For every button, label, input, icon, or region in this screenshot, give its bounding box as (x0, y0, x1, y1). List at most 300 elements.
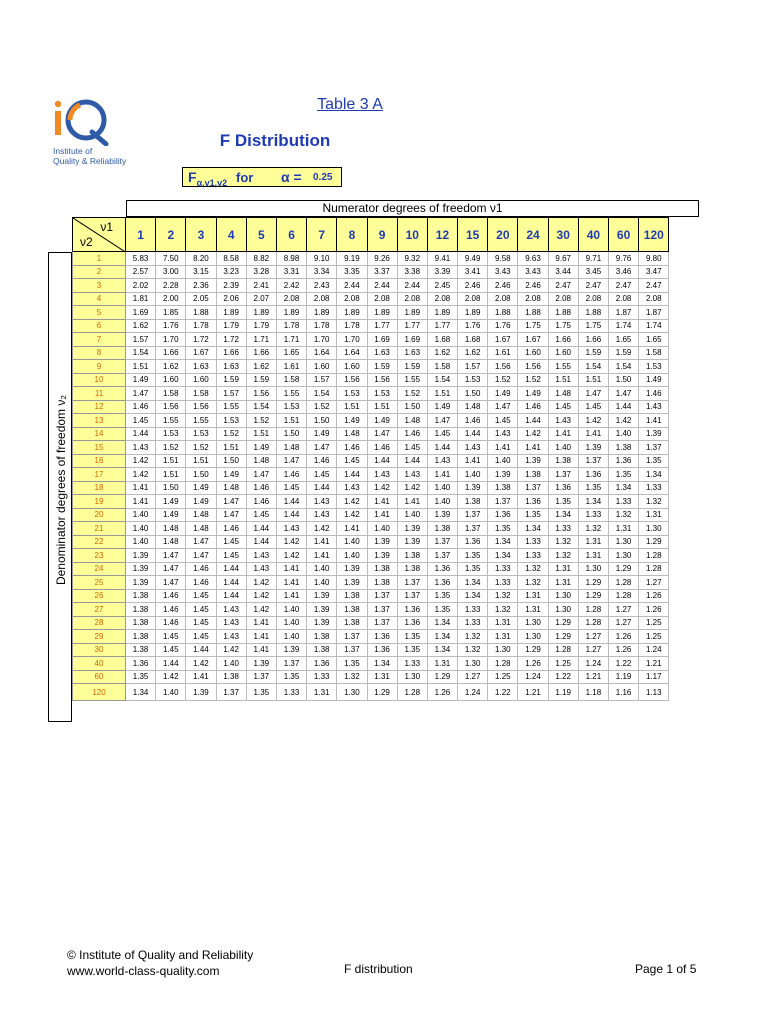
table-cell: 1.44 (609, 401, 639, 415)
table-cell: 1.35 (428, 603, 458, 617)
table-cell: 1.58 (156, 387, 186, 401)
table-cell: 1.36 (609, 455, 639, 469)
table-cell: 1.53 (639, 360, 669, 374)
table-cell: 1.42 (217, 644, 247, 658)
table-cell: 1.36 (428, 576, 458, 590)
table-cell: 1.35 (488, 522, 518, 536)
table-cell: 1.31 (368, 671, 398, 685)
table-cell: 8.98 (277, 252, 307, 266)
v2-row-label: 14 (72, 428, 126, 442)
table-cell: 1.53 (337, 387, 367, 401)
table-row (72, 576, 669, 590)
table-cell: 1.49 (488, 387, 518, 401)
table-cell: 1.41 (368, 495, 398, 509)
table-cell: 1.27 (579, 644, 609, 658)
table-cell: 1.79 (217, 320, 247, 334)
table-cell: 1.41 (579, 428, 609, 442)
table-cell: 1.68 (458, 333, 488, 347)
table-cell: 1.48 (186, 522, 216, 536)
table-cell: 1.43 (307, 495, 337, 509)
table-cell: 1.27 (579, 630, 609, 644)
table-cell: 1.41 (337, 522, 367, 536)
v2-row-label: 8 (72, 347, 126, 361)
table-cell: 3.45 (579, 266, 609, 280)
v1-header-cell: 15 (458, 217, 488, 252)
table-cell: 1.30 (639, 522, 669, 536)
table-row (72, 671, 669, 685)
table-cell: 3.31 (277, 266, 307, 280)
table-cell: 1.41 (518, 441, 548, 455)
table-cell: 1.39 (126, 563, 156, 577)
table-cell: 1.37 (398, 576, 428, 590)
table-cell: 1.33 (488, 576, 518, 590)
denominator-label: Denominator degrees of freedom ν₂ (54, 394, 68, 586)
table-cell: 1.52 (307, 401, 337, 415)
v2-row-label: 20 (72, 509, 126, 523)
table-cell: 1.54 (247, 401, 277, 415)
table-cell: 1.56 (247, 387, 277, 401)
table-cell: 1.89 (217, 306, 247, 320)
table-cell: 1.45 (186, 603, 216, 617)
table-cell: 1.48 (247, 455, 277, 469)
table-cell: 1.39 (337, 576, 367, 590)
table-cell: 1.38 (398, 563, 428, 577)
table-cell: 1.42 (156, 671, 186, 685)
table-cell: 9.32 (398, 252, 428, 266)
table-cell: 1.28 (609, 576, 639, 590)
table-row (72, 536, 669, 550)
table-cell: 1.35 (277, 671, 307, 685)
table-cell: 1.54 (579, 360, 609, 374)
table-cell: 1.32 (518, 576, 548, 590)
table-cell: 1.32 (488, 590, 518, 604)
table-row (72, 644, 669, 658)
table-cell: 1.25 (549, 657, 579, 671)
distribution-title: F Distribution (219, 131, 331, 150)
table-cell: 1.40 (609, 428, 639, 442)
logo-line-2: Quality & Reliability (53, 156, 127, 166)
table-cell: 1.64 (307, 347, 337, 361)
table-cell: 1.45 (186, 590, 216, 604)
table-cell: 1.39 (428, 509, 458, 523)
table-cell: 1.28 (579, 617, 609, 631)
table-cell: 1.27 (609, 603, 639, 617)
table-cell: 1.36 (307, 657, 337, 671)
table-cell: 1.42 (247, 576, 277, 590)
table-cell: 1.42 (186, 657, 216, 671)
table-cell: 1.87 (609, 306, 639, 320)
corner-v2-label: ν2 (80, 235, 93, 249)
footer-left (67, 947, 253, 979)
table-cell: 1.52 (247, 414, 277, 428)
table-cell: 1.55 (398, 374, 428, 388)
table-cell: 1.48 (156, 536, 186, 550)
table-cell: 1.30 (579, 563, 609, 577)
table-cell: 1.43 (126, 441, 156, 455)
table-cell: 1.45 (247, 509, 277, 523)
table-cell: 1.45 (579, 401, 609, 415)
table-cell: 1.57 (307, 374, 337, 388)
v1-header-cell: 8 (337, 217, 367, 252)
v2-row-label: 10 (72, 374, 126, 388)
table-cell: 1.38 (126, 590, 156, 604)
table-cell: 1.42 (307, 522, 337, 536)
v1-header-cell: 6 (277, 217, 307, 252)
table-cell: 2.46 (488, 279, 518, 293)
table-cell: 1.39 (186, 684, 216, 701)
table-cell: 2.42 (277, 279, 307, 293)
table-cell: 1.49 (186, 482, 216, 496)
table-cell: 1.45 (549, 401, 579, 415)
table-cell: 1.52 (186, 441, 216, 455)
table-cell: 1.49 (307, 428, 337, 442)
table-cell: 1.56 (186, 401, 216, 415)
table-cell: 2.08 (458, 293, 488, 307)
table-cell: 1.31 (609, 522, 639, 536)
table-cell: 3.28 (247, 266, 277, 280)
table-cell: 1.30 (609, 549, 639, 563)
table-row (72, 360, 669, 374)
table-cell: 1.38 (126, 630, 156, 644)
table-cell: 1.58 (186, 387, 216, 401)
logo-text (53, 146, 126, 166)
table-cell: 1.49 (337, 414, 367, 428)
table-cell: 1.69 (398, 333, 428, 347)
table-cell: 2.46 (458, 279, 488, 293)
table-cell: 1.42 (277, 549, 307, 563)
v1-header-cell: 7 (307, 217, 337, 252)
table-cell: 1.44 (247, 536, 277, 550)
table-cell: 1.46 (186, 576, 216, 590)
table-cell: 1.43 (217, 630, 247, 644)
v1-header-cell: 40 (579, 217, 609, 252)
table-cell: 1.57 (458, 360, 488, 374)
table-cell: 1.44 (186, 644, 216, 658)
table-cell: 1.59 (609, 347, 639, 361)
table-cell: 9.71 (579, 252, 609, 266)
table-row (72, 387, 669, 401)
v1-header-cell: 4 (217, 217, 247, 252)
table-cell: 1.48 (398, 414, 428, 428)
table-cell: 1.32 (337, 671, 367, 685)
table-cell: 1.89 (458, 306, 488, 320)
table-cell: 1.51 (186, 455, 216, 469)
v2-row-label: 9 (72, 360, 126, 374)
table-cell: 2.47 (639, 279, 669, 293)
table-cell: 1.33 (277, 684, 307, 701)
table-cell: 1.41 (277, 590, 307, 604)
table-cell: 1.37 (428, 536, 458, 550)
table-cell: 1.34 (126, 684, 156, 701)
table-cell: 1.40 (156, 684, 186, 701)
table-cell: 1.36 (458, 536, 488, 550)
table-cell: 1.40 (277, 617, 307, 631)
table-cell: 1.49 (639, 374, 669, 388)
table-cell: 1.41 (126, 495, 156, 509)
table-row (72, 306, 669, 320)
table-cell: 9.19 (337, 252, 367, 266)
table-cell: 1.31 (518, 603, 548, 617)
table-cell: 1.59 (217, 374, 247, 388)
v2-row-label: 18 (72, 482, 126, 496)
table-cell: 1.50 (609, 374, 639, 388)
table-cell: 1.44 (217, 590, 247, 604)
table-cell: 1.31 (549, 576, 579, 590)
table-cell: 1.50 (217, 455, 247, 469)
table-row (72, 522, 669, 536)
table-cell: 1.32 (579, 522, 609, 536)
table-cell: 1.34 (428, 617, 458, 631)
table-cell: 2.08 (398, 293, 428, 307)
table-row (72, 414, 669, 428)
table-cell: 1.43 (398, 468, 428, 482)
table-cell: 1.59 (368, 360, 398, 374)
table-cell: 1.42 (609, 414, 639, 428)
table-cell: 2.57 (126, 266, 156, 280)
table-row (72, 590, 669, 604)
table-cell: 1.49 (368, 414, 398, 428)
table-cell: 1.48 (156, 522, 186, 536)
table-cell: 1.43 (217, 603, 247, 617)
table-cell: 1.57 (126, 333, 156, 347)
table-cell: 1.37 (337, 644, 367, 658)
table-cell: 1.56 (368, 374, 398, 388)
table-row (72, 468, 669, 482)
table-cell: 1.63 (217, 360, 247, 374)
table-row (72, 549, 669, 563)
table-cell: 1.40 (549, 441, 579, 455)
table-cell: 1.51 (247, 428, 277, 442)
table-cell: 1.78 (307, 320, 337, 334)
table-cell: 1.60 (186, 374, 216, 388)
table-cell: 1.59 (247, 374, 277, 388)
table-cell: 1.53 (156, 428, 186, 442)
table-cell: 2.28 (156, 279, 186, 293)
table-cell: 1.37 (368, 603, 398, 617)
for-label: for (236, 170, 254, 185)
table-row (72, 347, 669, 361)
table-cell: 1.33 (518, 549, 548, 563)
table-cell: 1.52 (156, 441, 186, 455)
table-cell: 1.46 (156, 590, 186, 604)
table-cell: 1.32 (458, 630, 488, 644)
table-cell: 1.25 (639, 630, 669, 644)
v2-row-label: 25 (72, 576, 126, 590)
table-cell: 1.38 (609, 441, 639, 455)
numerator-header: Numerator degrees of freedom ν1 (126, 200, 699, 217)
table-cell: 1.65 (277, 347, 307, 361)
table-cell: 1.34 (488, 549, 518, 563)
table-cell: 1.32 (458, 644, 488, 658)
table-cell: 1.37 (488, 495, 518, 509)
table-cell: 1.52 (398, 387, 428, 401)
table-cell: 2.00 (156, 293, 186, 307)
table-cell: 1.47 (156, 576, 186, 590)
table-cell: 5.83 (126, 252, 156, 266)
table-cell: 1.33 (518, 536, 548, 550)
table-cell: 1.42 (337, 495, 367, 509)
table-row (72, 509, 669, 523)
table-cell: 9.63 (518, 252, 548, 266)
table-cell: 1.49 (518, 387, 548, 401)
table-cell: 1.32 (488, 603, 518, 617)
v1-header-cell: 9 (368, 217, 398, 252)
table-cell: 1.88 (579, 306, 609, 320)
table-cell: 1.59 (579, 347, 609, 361)
table-cell: 1.46 (156, 617, 186, 631)
table-cell: 1.38 (428, 522, 458, 536)
table-row (72, 428, 669, 442)
table-cell: 1.51 (277, 414, 307, 428)
table-cell: 1.50 (307, 414, 337, 428)
table-cell: 1.38 (368, 563, 398, 577)
table-cell: 1.40 (488, 455, 518, 469)
table-cell: 1.60 (337, 360, 367, 374)
table-cell: 1.41 (398, 495, 428, 509)
table-cell: 1.47 (609, 387, 639, 401)
table-cell: 1.47 (579, 387, 609, 401)
table-cell: 1.47 (428, 414, 458, 428)
v1-header-cell: 120 (639, 217, 669, 252)
table-cell: 1.47 (368, 428, 398, 442)
table-cell: 1.50 (398, 401, 428, 415)
table-cell: 1.48 (186, 509, 216, 523)
f-parameter-box (182, 167, 342, 187)
table-cell: 1.42 (368, 482, 398, 496)
table-cell: 1.40 (337, 536, 367, 550)
table-cell: 1.30 (609, 536, 639, 550)
table-cell: 2.36 (186, 279, 216, 293)
table-cell: 1.41 (488, 441, 518, 455)
table-cell: 1.42 (126, 455, 156, 469)
table-cell: 1.39 (398, 536, 428, 550)
table-cell: 1.44 (247, 522, 277, 536)
table-cell: 1.57 (217, 387, 247, 401)
table-cell: 3.46 (609, 266, 639, 280)
table-cell: 1.42 (277, 536, 307, 550)
table-cell: 1.44 (368, 455, 398, 469)
table-cell: 2.08 (518, 293, 548, 307)
table-cell: 1.38 (126, 603, 156, 617)
table-cell: 1.36 (398, 603, 428, 617)
table-cell: 1.37 (549, 468, 579, 482)
table-cell: 1.19 (609, 671, 639, 685)
table-cell: 1.46 (398, 428, 428, 442)
table-cell: 1.39 (126, 576, 156, 590)
table-cell: 9.26 (368, 252, 398, 266)
table-cell: 1.34 (609, 482, 639, 496)
table-cell: 2.47 (609, 279, 639, 293)
table-cell: 1.55 (217, 401, 247, 415)
table-cell: 1.38 (307, 630, 337, 644)
table-cell: 1.36 (126, 657, 156, 671)
table-cell: 1.36 (579, 468, 609, 482)
table-cell: 1.42 (337, 509, 367, 523)
v2-row-label: 17 (72, 468, 126, 482)
table-cell: 1.62 (156, 360, 186, 374)
table-cell: 1.65 (609, 333, 639, 347)
corner-cell (72, 217, 126, 252)
table-cell: 1.44 (458, 428, 488, 442)
table-cell: 1.42 (579, 414, 609, 428)
table-cell: 1.66 (217, 347, 247, 361)
alpha-value: 0.25 (313, 172, 333, 183)
table-cell: 1.56 (488, 360, 518, 374)
table-cell: 1.63 (368, 347, 398, 361)
table-cell: 1.88 (549, 306, 579, 320)
table-cell: 1.50 (156, 482, 186, 496)
table-cell: 1.38 (217, 671, 247, 685)
table-cell: 1.78 (186, 320, 216, 334)
table-row (72, 482, 669, 496)
table-cell: 1.39 (307, 617, 337, 631)
table-cell: 1.24 (518, 671, 548, 685)
table-cell: 1.72 (186, 333, 216, 347)
table-cell: 1.30 (518, 630, 548, 644)
table-cell: 1.37 (217, 684, 247, 701)
table-cell: 3.47 (639, 266, 669, 280)
table-cell: 1.54 (307, 387, 337, 401)
table-cell: 1.66 (579, 333, 609, 347)
table-cell: 3.34 (307, 266, 337, 280)
table-cell: 1.88 (488, 306, 518, 320)
table-cell: 1.33 (458, 617, 488, 631)
table-cell: 2.47 (549, 279, 579, 293)
table-cell: 1.36 (398, 617, 428, 631)
table-cell: 1.62 (247, 360, 277, 374)
table-cell: 1.40 (307, 563, 337, 577)
table-cell: 1.37 (277, 657, 307, 671)
table-cell: 1.46 (277, 468, 307, 482)
table-cell: 1.28 (549, 644, 579, 658)
footer-page-number: Page 1 of 5 (635, 962, 697, 976)
table-cell: 1.40 (428, 495, 458, 509)
table-cell: 2.44 (337, 279, 367, 293)
table-cell: 1.34 (639, 468, 669, 482)
table-cell: 1.22 (549, 671, 579, 685)
table-cell: 9.41 (428, 252, 458, 266)
table-cell: 1.66 (549, 333, 579, 347)
table-cell: 1.45 (156, 630, 186, 644)
table-cell: 1.37 (458, 522, 488, 536)
table-cell: 1.89 (277, 306, 307, 320)
table-cell: 1.40 (277, 603, 307, 617)
table-cell: 1.29 (428, 671, 458, 685)
table-cell: 1.26 (518, 657, 548, 671)
table-cell: 1.49 (428, 401, 458, 415)
table-cell: 1.43 (247, 549, 277, 563)
table-cell: 1.45 (217, 536, 247, 550)
table-cell: 3.43 (488, 266, 518, 280)
table-cell: 1.46 (307, 455, 337, 469)
table-cell: 1.46 (247, 482, 277, 496)
table-cell: 1.30 (549, 590, 579, 604)
table-cell: 1.22 (609, 657, 639, 671)
table-row (72, 374, 669, 388)
table-cell: 1.37 (458, 509, 488, 523)
table-cell: 1.44 (307, 482, 337, 496)
v1-header-cell: 5 (247, 217, 277, 252)
table-cell: 1.43 (307, 509, 337, 523)
table-cell: 1.40 (307, 576, 337, 590)
table-cell: 1.30 (549, 603, 579, 617)
table-cell: 1.41 (307, 549, 337, 563)
table-cell: 1.66 (156, 347, 186, 361)
table-cell: 3.23 (217, 266, 247, 280)
table-cell: 1.41 (126, 482, 156, 496)
table-cell: 1.30 (518, 617, 548, 631)
v1-header-cell: 12 (428, 217, 458, 252)
